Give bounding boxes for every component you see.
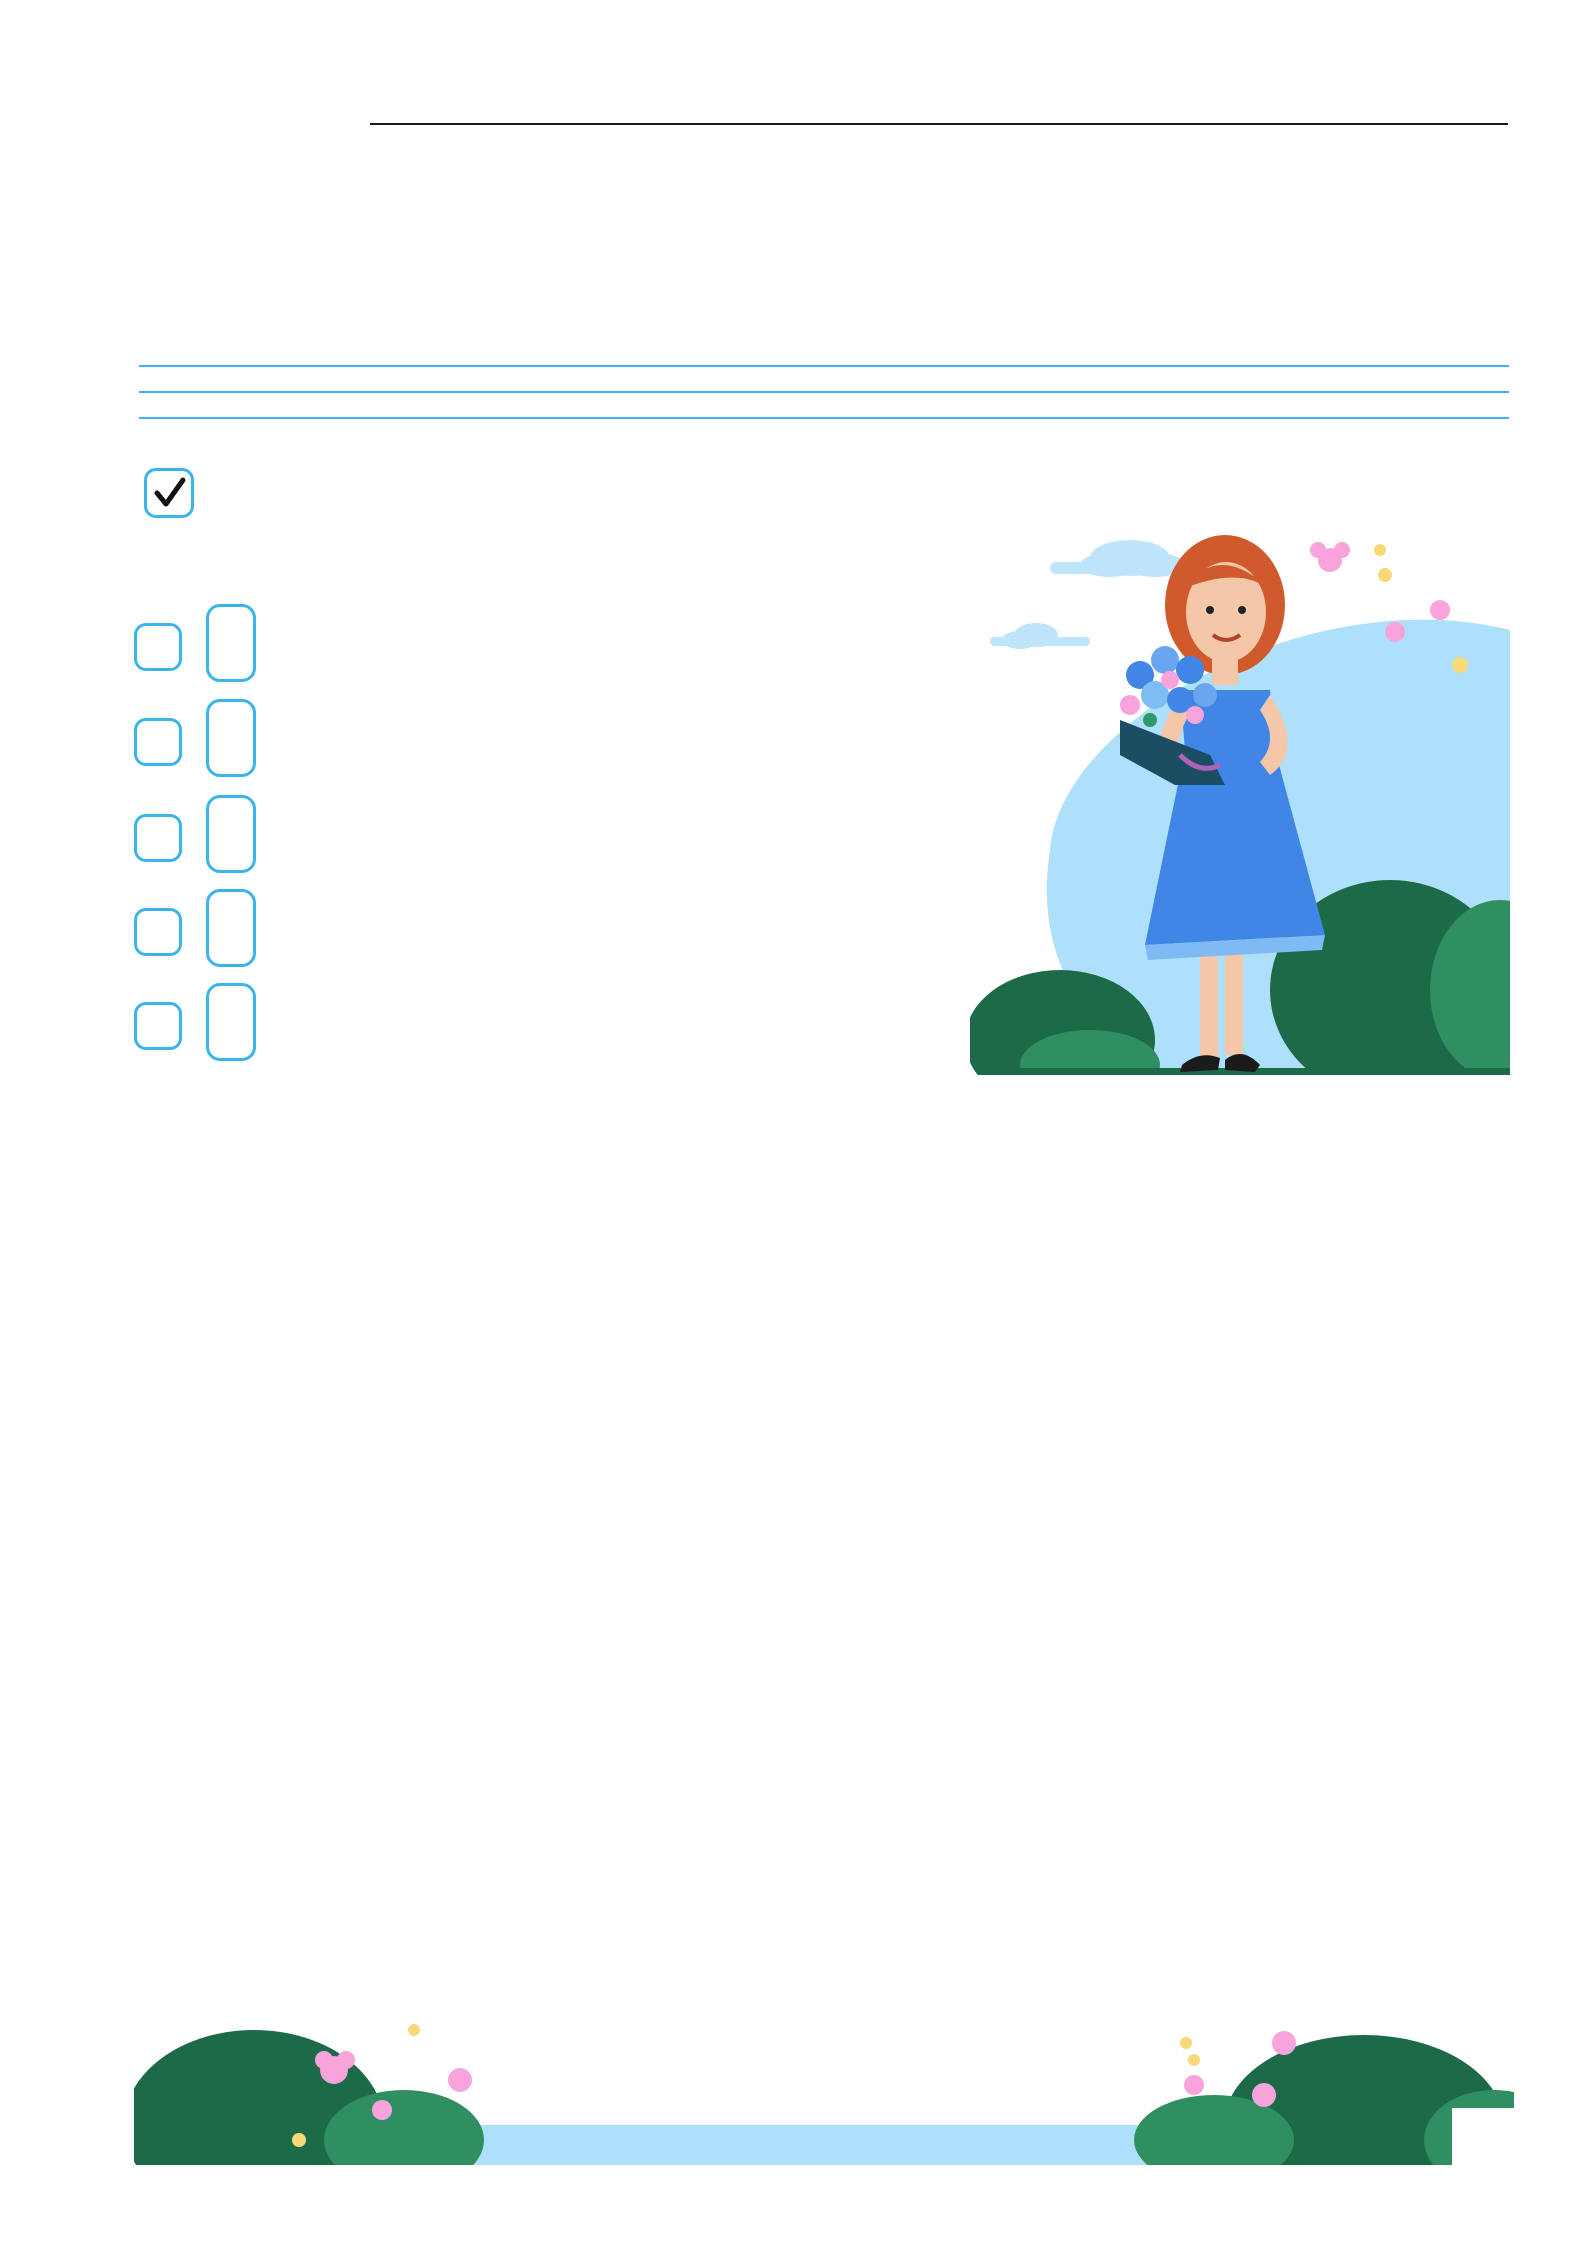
answer-lines-task3[interactable]: [134, 1268, 1514, 1998]
name-field[interactable]: [80, 84, 1510, 130]
option-checkbox[interactable]: [134, 718, 182, 766]
option-checkbox[interactable]: [134, 908, 182, 956]
qr-code-icon[interactable]: [1452, 2108, 1558, 2214]
option-label: [206, 889, 256, 967]
task-text: [130, 466, 206, 518]
task-text-line: [130, 466, 206, 518]
option-checkbox[interactable]: [134, 1002, 182, 1050]
answer-lines-task1[interactable]: [134, 330, 1514, 440]
option-checkbox[interactable]: [134, 814, 182, 862]
name-underline: [370, 123, 1508, 125]
option-label: [206, 983, 256, 1061]
sample-checkbox: [144, 468, 194, 518]
option-label: [206, 699, 256, 777]
checkmark-icon: [147, 471, 191, 515]
option-label: [206, 604, 256, 682]
woman-with-flowers-illustration: [970, 520, 1510, 1075]
option-checkbox[interactable]: [134, 623, 182, 671]
option-label: [206, 795, 256, 873]
task-1: [80, 158, 1520, 308]
bottom-decoration: [134, 2015, 1514, 2165]
task-3: [84, 1104, 1524, 1254]
